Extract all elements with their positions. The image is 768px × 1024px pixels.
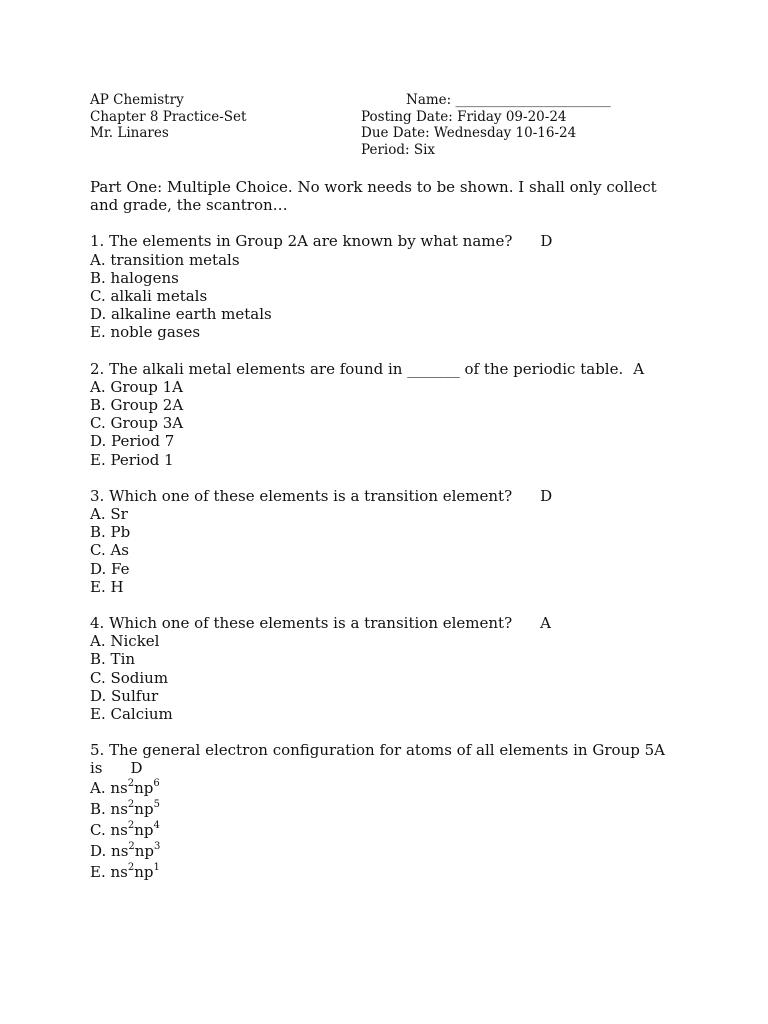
question-4 — [90, 614, 680, 723]
option: B. Pb — [90, 523, 131, 542]
option: D. Period 7 — [90, 432, 175, 451]
option: C. $ns^2np^4$ — [90, 819, 160, 839]
option: D. Sulfur — [90, 686, 159, 705]
header-left-block — [90, 92, 246, 142]
answer-key: D — [540, 486, 553, 505]
posting-date: Posting Date: Friday 09-20-24 — [361, 108, 567, 125]
option: E. Calcium — [90, 705, 173, 724]
option: C. Sodium — [90, 668, 169, 687]
option: B. $ns^2np^5$ — [90, 798, 160, 818]
question-text: 3. Which one of these elements is a transition element? D — [90, 486, 553, 505]
answer-key: A — [540, 614, 551, 633]
option: C. As — [90, 541, 130, 560]
answer-key: A — [633, 359, 645, 378]
question-text: 5. The general electron configuration for atoms of all elements in Group 5A — [90, 741, 665, 760]
answer-key: D — [130, 759, 143, 778]
worksheet-header — [90, 92, 680, 162]
option: C. Group 3A — [90, 414, 184, 433]
option: D. Fe — [90, 559, 130, 578]
question-3 — [90, 487, 680, 596]
option: E. H — [90, 577, 124, 596]
instructions: Part One: Multiple Choice. No work needs to be shown. I shall only collect and grade, the scantron… — [90, 178, 657, 215]
option: A. Sr — [90, 505, 128, 524]
teacher-name: Mr. Linares — [90, 125, 169, 141]
question-text: 4. Which one of these elements is a transition element? A — [90, 614, 551, 633]
question-text: 1. The elements in Group 2A are known by what name? D — [90, 232, 553, 251]
answer-key: D — [540, 232, 553, 251]
header-right-block — [361, 92, 576, 158]
worksheet-page — [90, 92, 680, 883]
option: D. $ns^2np^3$ — [90, 840, 161, 860]
period: Period: Six — [361, 141, 436, 158]
option: E. Period 1 — [90, 450, 174, 469]
option: B. halogens — [90, 268, 179, 287]
course-title: AP Chemistry — [90, 92, 184, 108]
question-5 — [90, 741, 680, 882]
option: A. $ns^2np^6$ — [90, 777, 160, 797]
option: C. alkali metals — [90, 287, 208, 306]
due-date: Due Date: Wednesday 10-16-24 — [361, 125, 577, 141]
option: E. noble gases — [90, 323, 201, 342]
question-1 — [90, 232, 680, 341]
student-name-field: Name: _______________________ — [406, 92, 611, 108]
option: E. $ns^2np^1$ — [90, 861, 160, 881]
option: D. alkaline earth metals — [90, 305, 272, 324]
question-2 — [90, 360, 680, 469]
option: A. Group 1A — [90, 377, 183, 396]
assignment-title: Chapter 8 Practice-Set — [90, 108, 247, 125]
option: B. Tin — [90, 650, 136, 669]
option: B. Group 2A — [90, 396, 184, 415]
option: A. Nickel — [90, 632, 160, 651]
question-text-cont: is D — [90, 759, 143, 778]
question-text: 2. The alkali metal elements are found in _______ of the periodic table. A — [90, 359, 645, 378]
option: A. transition metals — [90, 250, 240, 269]
